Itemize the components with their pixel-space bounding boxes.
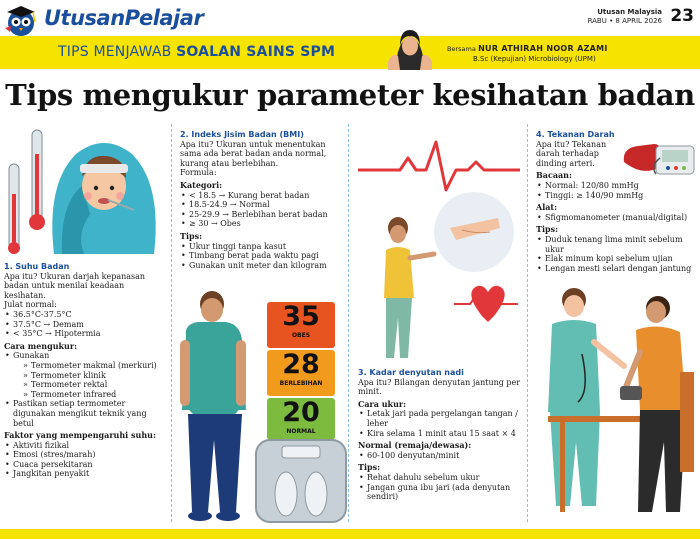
list-item: • Rehat dahulu sebelum ukur: [358, 473, 524, 483]
weighing-scale-icon: [254, 438, 348, 524]
list-item: • ≥ 30 → Obes: [180, 219, 342, 229]
section-heading: 4. Tekanan Darah: [536, 130, 615, 139]
scale-tile-normal: [267, 398, 335, 440]
issue-date: RABU • 8 APRIL 2026: [587, 17, 662, 25]
method-label: Cara mengukur:: [4, 340, 78, 351]
issue-info: [588, 8, 662, 26]
scale-value: 35: [282, 301, 320, 332]
infographic-panels: [0, 122, 700, 527]
list-item: » Termometer makmal (merkuri): [22, 361, 168, 371]
list-item: • Jangan guna ibu jari (ada denyutan sendiri): [358, 483, 524, 502]
sick-child-thermometer-illustration: [4, 124, 168, 256]
page-number: 23: [670, 6, 694, 26]
section-intro: Apa itu? Ukuran untuk menentukan sama ada berat badan anda normal, kurang atau berlebihan.: [180, 139, 327, 168]
list-item: • 37.5°C → Demam: [4, 320, 168, 330]
column-divider: [348, 124, 349, 522]
formula-label: Formula:: [180, 168, 217, 178]
list-item: • < 18.5 → Kurang berat badan: [180, 191, 342, 201]
normal-list: [358, 451, 524, 461]
list-item: » Termometer rektal: [22, 380, 168, 390]
scale-value: 28: [282, 349, 320, 380]
list-item: • Letak jari pada pergelangan tangan / leher: [358, 409, 524, 428]
column-title-bold: SOALAN SAINS SPM: [176, 44, 336, 60]
list-item: • Lengan mesti selari dengan jantung: [536, 264, 696, 274]
column-title-plain: TIPS MENJAWAB: [58, 44, 172, 60]
blood-pressure-monitor-icon: [620, 132, 696, 182]
method-main: Gunakan: [13, 351, 50, 361]
pulse-check-illustration: [358, 188, 524, 364]
tool-label: Alat:: [536, 202, 558, 213]
section-body-temperature: [4, 262, 168, 479]
category-label: Kategori:: [180, 179, 223, 190]
section-pulse-rate: [358, 368, 524, 502]
tips-list: [536, 235, 696, 273]
column-title: [58, 44, 335, 60]
brand-logo: UtusanPelajar: [44, 6, 204, 30]
range-list: [4, 310, 168, 339]
reading-label: Bacaan:: [536, 170, 572, 181]
list-item: • 36.5°C-37.5°C: [4, 310, 168, 320]
list-item: • Sfigmomanometer (manual/digital): [536, 213, 696, 223]
publication-name: Utusan Malaysia: [597, 8, 662, 16]
author-name: NUR ATHIRAH NOOR AZAMI: [478, 44, 608, 53]
list-item: » Termometer klinik: [22, 371, 168, 381]
method-list: [358, 409, 524, 438]
column-divider: [527, 124, 528, 522]
reading-list: [536, 181, 696, 200]
tips-label: Tips:: [358, 462, 381, 473]
owl-mascot-icon: [2, 2, 40, 40]
tips-list: [180, 242, 342, 271]
section-intro: Apa itu? Ukuran darjah kepanasan badan untuk menilai keadaan kesihatan.: [4, 271, 146, 300]
section-heading: 2. Indeks Jisim Badan (BMI): [180, 130, 304, 139]
list-item: • Ukur tinggi tanpa kasut: [180, 242, 342, 252]
scale-value: 20: [282, 397, 320, 428]
list-item: • Pastikan setiap termometer digunakan mengikut teknik yang betul: [4, 399, 168, 428]
section-intro: Apa itu? Tekanan darah terhadap dinding arteri.: [536, 139, 607, 168]
thermometer-list: [13, 361, 168, 399]
scale-tile-overweight: [267, 350, 335, 396]
author-photo: [382, 22, 438, 70]
scale-tile-obese: [267, 302, 335, 348]
masthead: [0, 0, 700, 38]
list-item: • 25-29.9 → Berlebihan berat badan: [180, 210, 342, 220]
factors-list: [4, 441, 168, 479]
nurse-patient-illustration: [530, 282, 698, 524]
method-label: Cara ukur:: [358, 398, 407, 409]
range-label: Julat normal:: [4, 300, 57, 310]
column-banner: [0, 36, 700, 69]
section-heading: 1. Suhu Badan: [4, 262, 70, 271]
scale-label: OBES: [291, 332, 311, 339]
list-item: • Kira selama 1 minit atau 15 saat × 4: [358, 429, 524, 439]
section-bmi: [180, 130, 342, 270]
list-item: » Termometer infrared: [22, 390, 168, 400]
list-item: • 60-100 denyutan/minit: [358, 451, 524, 461]
author-byline: [447, 44, 608, 64]
byline-prefix: Bersama: [447, 45, 476, 53]
list-item: • Normal: 120/80 mmHg: [536, 181, 696, 191]
normal-label: Normal (remaja/dewasa):: [358, 440, 472, 451]
list-item: • Cuaca persekitaran: [4, 460, 168, 470]
list-item: • Gunakan unit meter dan kilogram: [180, 261, 342, 271]
tips-list: [358, 473, 524, 502]
list-item: • Jangkitan penyakit: [4, 469, 168, 479]
footer-band: [0, 529, 700, 539]
author-credentials: B.Sc (Kepujian) Microbiology (UPM): [473, 55, 596, 63]
list-item: • Aktiviti fizikal: [4, 441, 168, 451]
category-list: [180, 191, 342, 229]
scale-label: NORMAL: [286, 428, 316, 435]
bmi-scale: [267, 302, 335, 440]
list-item: • < 35°C → Hipotermia: [4, 329, 168, 339]
method-list: [4, 351, 168, 428]
list-item: • Timbang berat pada waktu pagi: [180, 251, 342, 261]
tips-label: Tips:: [536, 224, 559, 235]
section-intro: Apa itu? Bilangan denyutan jantung per minit.: [358, 377, 521, 397]
section-heading: 3. Kadar denyutan nadi: [358, 368, 464, 377]
list-item: • Tinggi: ≥ 140/90 mmHg: [536, 191, 696, 201]
tips-label: Tips:: [180, 230, 203, 241]
list-item: • Emosi (stres/marah): [4, 450, 168, 460]
factors-label: Faktor yang mempengaruhi suhu:: [4, 430, 156, 441]
column-divider: [171, 124, 172, 522]
heartbeat-line-icon: [356, 140, 522, 192]
scale-label: BERLEBIHAN: [279, 380, 323, 387]
list-item: • 18.5-24.9 → Normal: [180, 200, 342, 210]
headline: Tips mengukur parameter kesihatan badan: [5, 78, 695, 112]
tool-list: [536, 213, 696, 223]
list-item: • Elak minum kopi sebelum ujian: [536, 254, 696, 264]
list-item: [4, 351, 168, 399]
man-standing-illustration: [176, 290, 258, 524]
list-item: • Duduk tenang lima minit sebelum ukur: [536, 235, 696, 254]
